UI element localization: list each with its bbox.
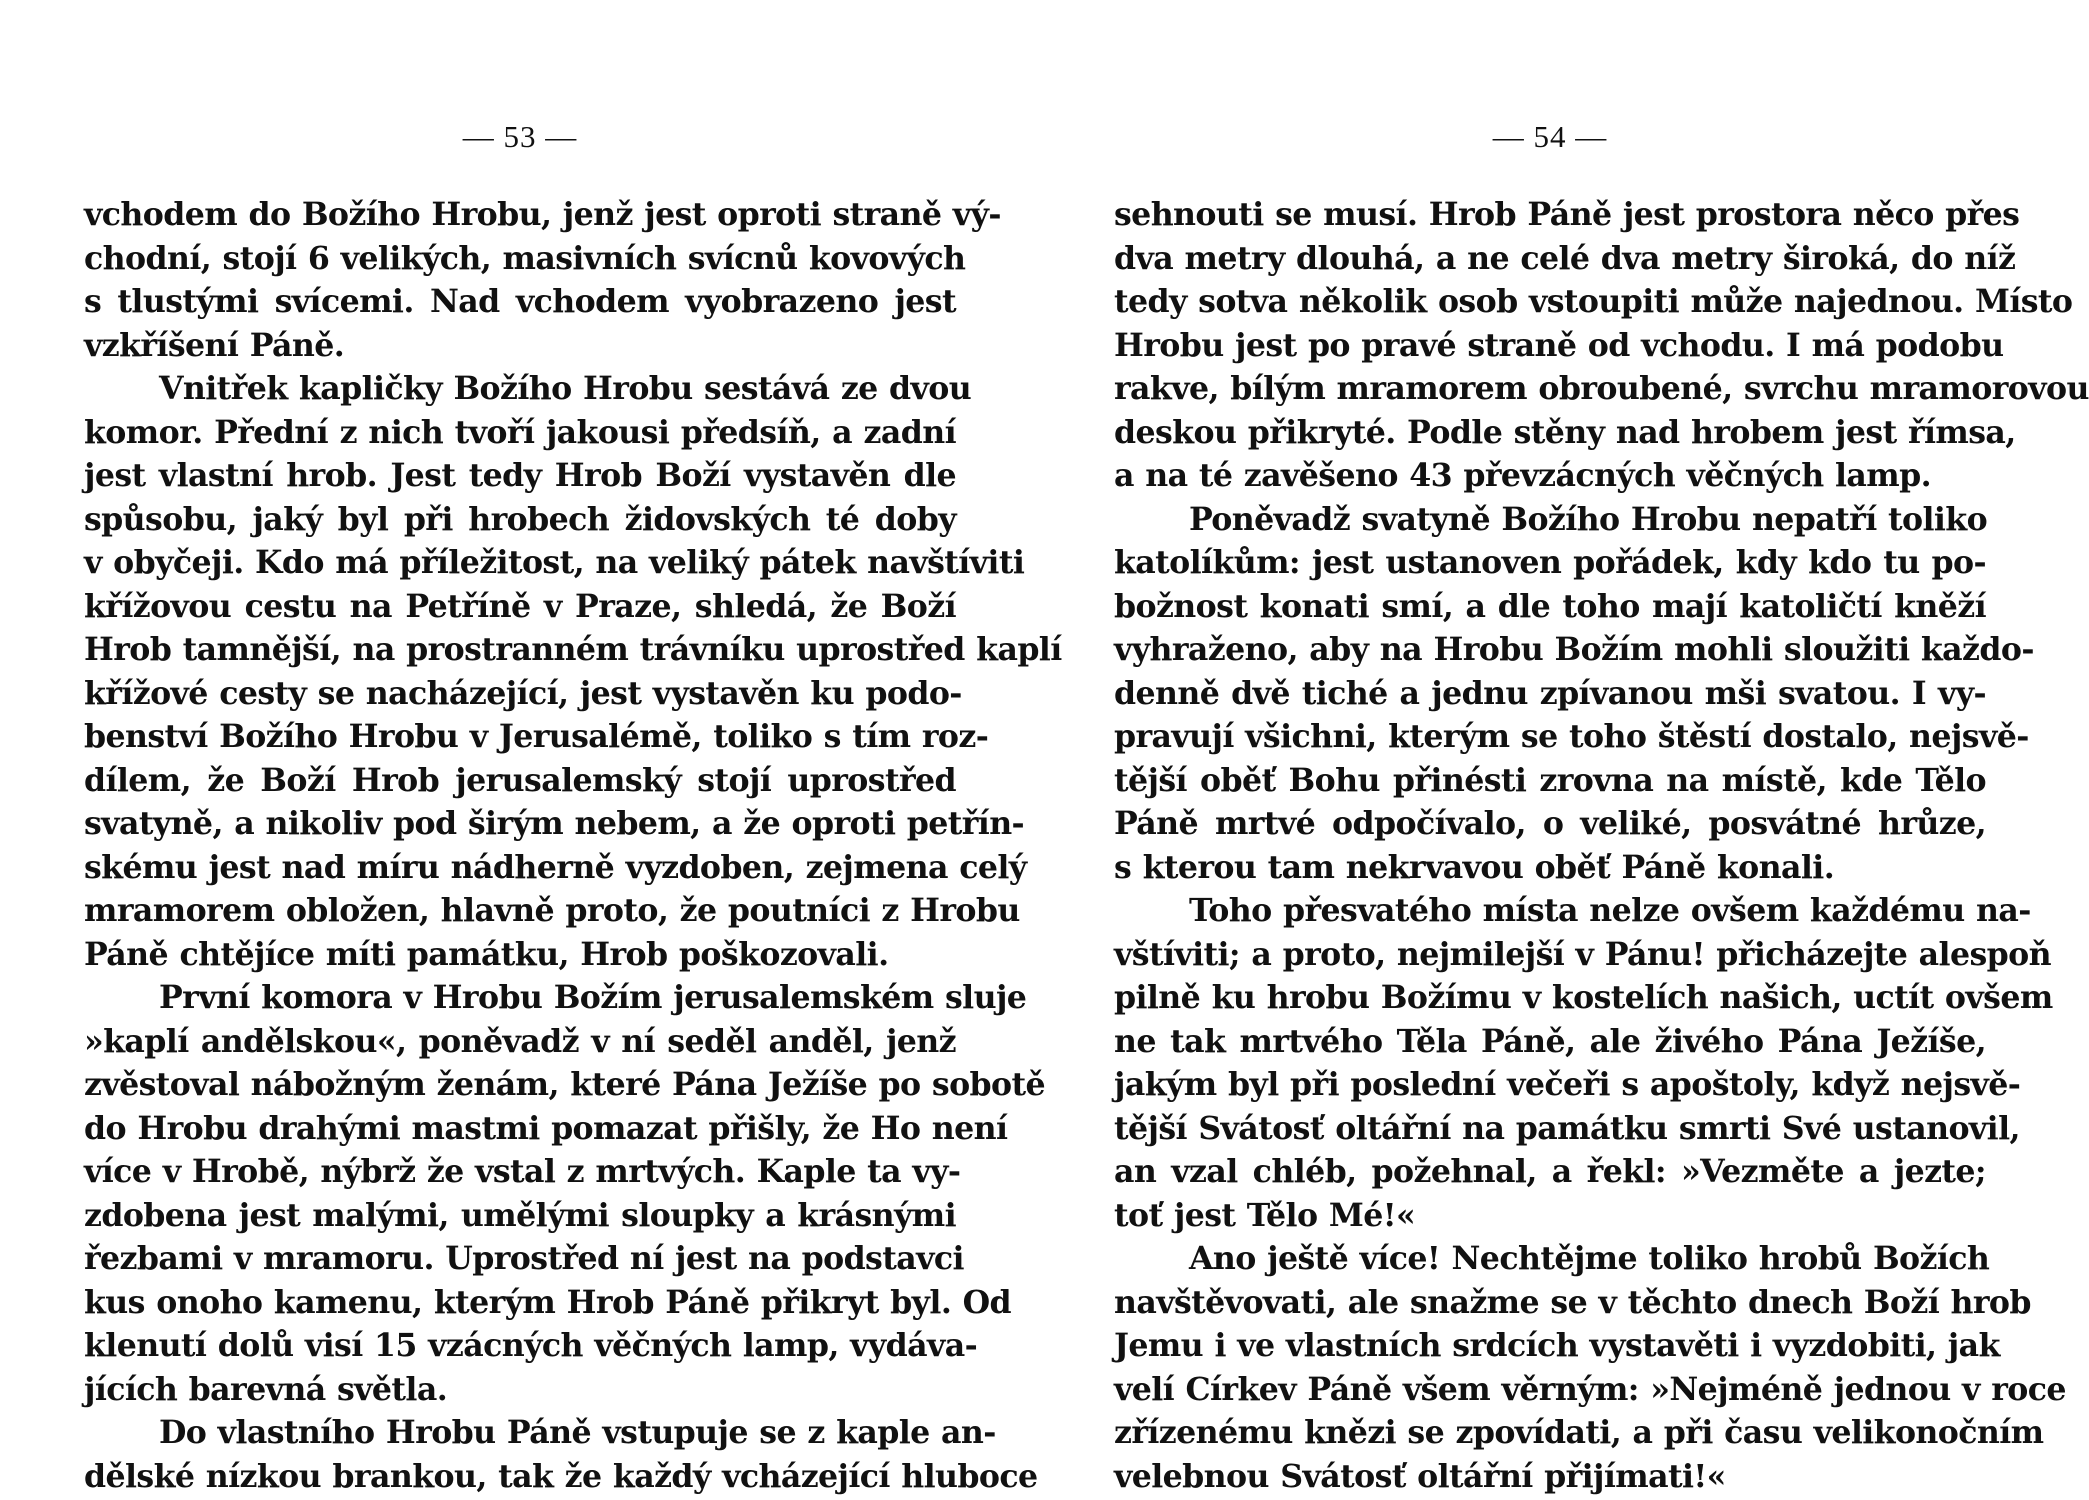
text-line: Toho přesvatého místa nelze ovšem každému na- — [1189, 892, 2031, 929]
text-line: velí Církev Páně všem věrným: »Nejméně jednou v roce — [1114, 1370, 2066, 1408]
right-page — [1114, 0, 2089, 1500]
text-line: zvěstoval nábožným ženám, které Pána Ježíše po sobotě — [84, 1066, 1046, 1103]
text-line: dva metry dlouhá, a ne celé dva metry široká, do níž — [1114, 239, 2016, 277]
text-line: an vzal chléb, požehnal, a řekl: »Vezměte a jezte; — [1114, 1153, 1986, 1190]
text-line: do Hrobu drahými mastmi pomazat přišly, že Ho není — [84, 1109, 1008, 1147]
text-line: toť jest Tělo Mé!« — [1114, 1196, 1416, 1234]
page-number-53: — 53 — — [462, 119, 578, 154]
text-line: Páně mrtvé odpočívalo, o veliké, posvátné hrůze, — [1114, 805, 1986, 842]
text-line: klenutí dolů visí 15 vzácných věčných lamp, vydáva- — [84, 1327, 978, 1364]
text-line: ne tak mrtvého Těla Páně, ale živého Pána Ježíše, — [1114, 1022, 1986, 1060]
text-line: dělské nízkou brankou, tak že každý vcházející hluboce — [84, 1457, 1038, 1495]
text-line: tedy sotva několik osob vstoupiti může najednou. Místo — [1114, 283, 2073, 320]
text-line: vzkříšení Páně. — [84, 326, 345, 364]
text-line: pravují všichni, kterým se toho štěstí dostalo, nejsvě- — [1114, 718, 2029, 755]
text-line: jakým byl při poslední večeři s apoštoly, když nejsvě- — [1114, 1066, 2021, 1103]
text-line: s tlustými svícemi. Nad vchodem vyobrazeno jest — [84, 283, 956, 320]
page-number-54: — 54 — — [1492, 119, 1608, 154]
text-line: zřízenému knězi se zpovídati, a při času velikonočním — [1114, 1414, 2044, 1451]
text-line: velebnou Svátosť oltářní přijímati!« — [1114, 1457, 1726, 1495]
text-line: skému jest nad míru nádherně vyzdoben, zejmena celý — [84, 848, 1027, 886]
left-page-text — [84, 193, 1062, 1498]
text-line: sehnouti se musí. Hrob Páně jest prostora něco přes — [1114, 196, 2020, 233]
text-line: vštíviti; a proto, nejmilejší v Pánu! přicházejte alespoň — [1114, 935, 2051, 973]
text-line: Do vlastního Hrobu Páně vstupuje se z kaple an- — [159, 1414, 996, 1451]
text-line: »kaplí andělskou«, poněvadž v ní seděl anděl, jenž — [84, 1022, 956, 1060]
text-line: v obyčeji. Kdo má příležitost, na veliký pátek navštíviti — [84, 544, 1025, 581]
text-line: Jemu i ve vlastních srdcích vystavěti i vyzdobiti, jak — [1114, 1327, 2000, 1364]
text-line: První komora v Hrobu Božím jerusalemském sluje — [159, 979, 1027, 1016]
text-line: denně dvě tiché a jednu zpívanou mši svatou. I vy- — [1114, 674, 1986, 712]
text-line: Poněvadž svatyně Božího Hrobu nepatří toliko — [1189, 500, 1988, 538]
text-line: s kterou tam nekrvavou oběť Páně konali. — [1114, 848, 1835, 886]
text-line: křížovou cestu na Petříně v Praze, shledá, že Boží — [84, 587, 956, 625]
text-line: křížové cesty se nacházející, jest vystavěn ku podo- — [84, 674, 962, 712]
text-line: pilně ku hrobu Božímu v kostelích našich, uctít ovšem — [1114, 979, 2053, 1016]
text-line: jících barevná světla. — [84, 1370, 448, 1408]
text-line: božnost konati smí, a dle toho mají katoličtí kněží — [1114, 587, 1986, 625]
text-line: mramorem obložen, hlavně proto, že poutníci z Hrobu — [84, 892, 1020, 929]
text-line: Hrob tamnější, na prostranném trávníku uprostřed kaplí — [84, 631, 1062, 668]
text-line: jest vlastní hrob. Jest tedy Hrob Boží vystavěn dle — [84, 457, 956, 494]
text-line: rakve, bílým mramorem obroubené, svrchu mramorovou — [1114, 370, 2089, 407]
text-line: tější Svátosť oltářní na památku smrti Své ustanovil, — [1114, 1109, 2020, 1147]
text-line: chodní, stojí 6 velikých, masivních svícnů kovových — [84, 239, 966, 277]
text-line: zdobena jest malými, umělými sloupky a krásnými — [84, 1196, 956, 1234]
text-line: benství Božího Hrobu v Jerusalémě, toliko s tím roz- — [84, 718, 989, 755]
text-line: vchodem do Božího Hrobu, jenž jest oproti straně vý- — [84, 196, 1001, 233]
text-line: navštěvovati, ale snažme se v těchto dnech Boží hrob — [1114, 1283, 2031, 1321]
text-line: Hrobu jest po pravé straně od vchodu. I má podobu — [1114, 326, 2004, 364]
text-line: řezbami v mramoru. Uprostřed ní jest na podstavci — [84, 1240, 964, 1277]
text-line: komor. Přední z nich tvoří jakousi předsíň, a zadní — [84, 413, 956, 451]
text-line: deskou přikryté. Podle stěny nad hrobem jest římsa, — [1114, 413, 2016, 451]
text-line: vyhraženo, aby na Hrobu Božím mohli sloužiti každo- — [1114, 631, 2034, 668]
text-line: dílem, že Boží Hrob jerusalemský stojí uprostřed — [84, 761, 956, 799]
text-line: Páně chtějíce míti památku, Hrob poškozovali. — [84, 935, 889, 973]
text-line: Vnitřek kapličky Božího Hrobu sestává ze dvou — [159, 370, 972, 407]
text-line: a na té zavěšeno 43 převzácných věčných lamp. — [1114, 457, 1931, 494]
text-line: více v Hrobě, nýbrž že vstal z mrtvých. Kaple ta vy- — [84, 1153, 961, 1190]
text-line: tější oběť Bohu přinésti zrovna na místě, kde Tělo — [1114, 761, 1986, 799]
right-page-text — [1114, 193, 2089, 1498]
left-page — [84, 0, 1062, 1500]
text-line: kus onoho kamenu, kterým Hrob Páně přikryt byl. Od — [84, 1283, 1012, 1321]
text-line: Ano ještě více! Nechtějme toliko hrobů Božích — [1189, 1240, 1990, 1277]
text-line: svatyně, a nikoliv pod širým nebem, a že oproti petřín- — [84, 805, 1025, 842]
text-line: spůsobu, jaký byl při hrobech židovských té doby — [84, 500, 956, 538]
text-line: katolíkům: jest ustanoven pořádek, kdy kdo tu po- — [1114, 544, 1986, 581]
